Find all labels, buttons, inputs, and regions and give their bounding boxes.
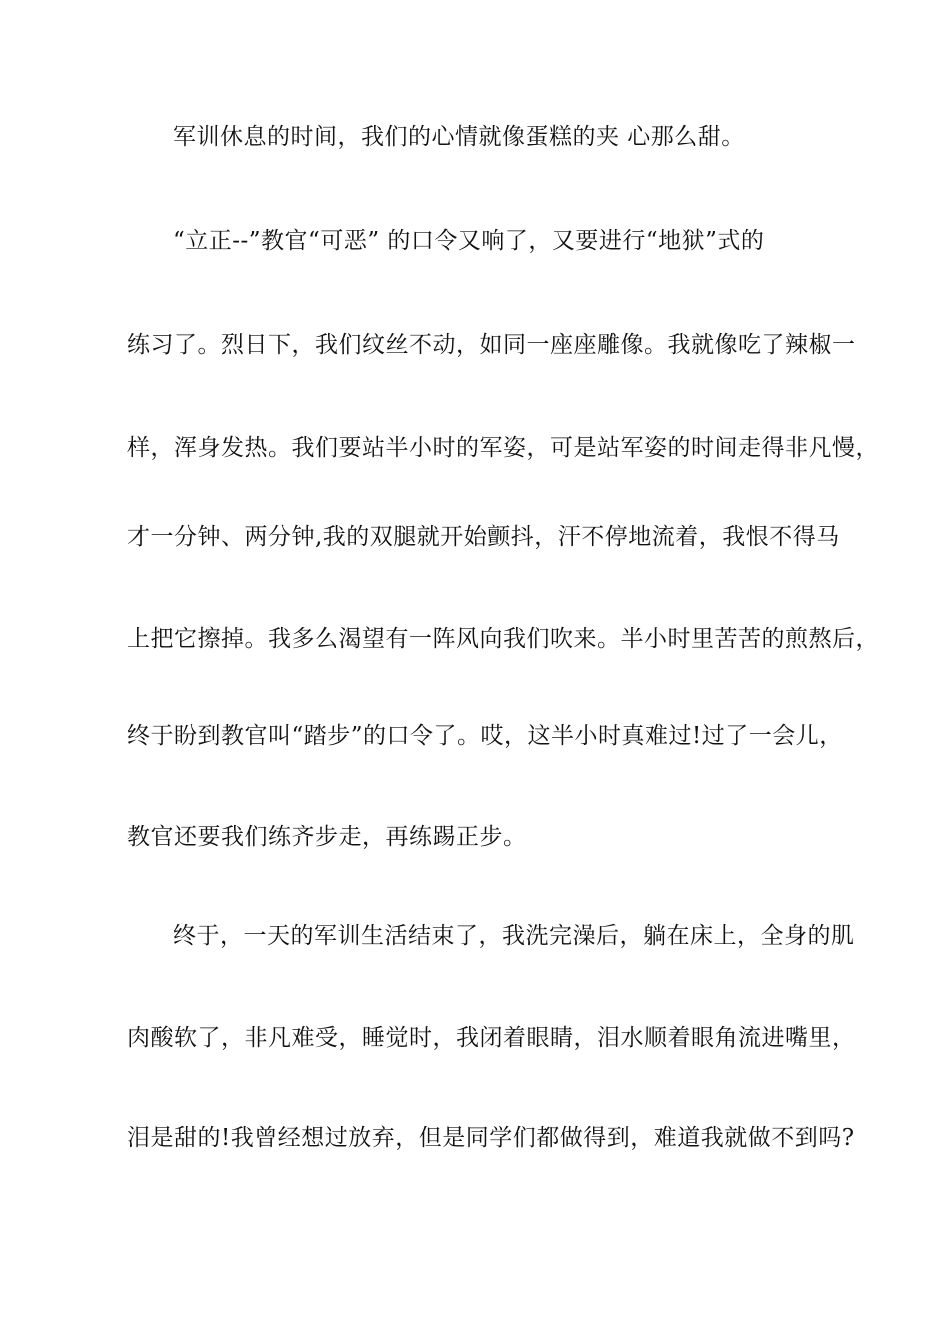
paragraph-line: 终于盼到教官叫“踏步”的口令了。哎，这半小时真难过!过了一会儿， <box>127 723 843 749</box>
paragraph-line: 泪是甜的!我曾经想过放弃，但是同学们都做得到，难道我就做不到吗? <box>127 1125 855 1151</box>
paragraph-line: 样，浑身发热。我们要站半小时的军姿，可是站军姿的时间走得非凡慢， <box>127 435 879 461</box>
paragraph-line: 终于，一天的军训生活结束了，我洗完澡后，躺在床上，全身的肌 <box>173 923 855 949</box>
paragraph-line: 肉酸软了，非凡难受，睡觉时，我闭着眼睛，泪水顺着眼角流进嘴里， <box>127 1025 856 1051</box>
paragraph-line: 教官还要我们练齐步走，再练踢正步。 <box>127 824 527 850</box>
paragraph-line: “立正--”教官“可恶” 的口令又响了，又要进行“地狱”式的 <box>173 228 765 254</box>
paragraph-line: 军训休息的时间，我们的心情就像蛋糕的夹 心那么甜。 <box>173 124 745 150</box>
paragraph-line: 才一分钟、两分钟,我的双腿就开始颤抖，汗不停地流着，我恨不得马 <box>127 524 840 550</box>
paragraph-line: 练习了。烈日下，我们纹丝不动，如同一座座雕像。我就像吃了辣椒一 <box>127 332 856 358</box>
paragraph-line: 上把它擦掉。我多么渴望有一阵风向我们吹来。半小时里苦苦的煎熬后， <box>127 626 879 652</box>
